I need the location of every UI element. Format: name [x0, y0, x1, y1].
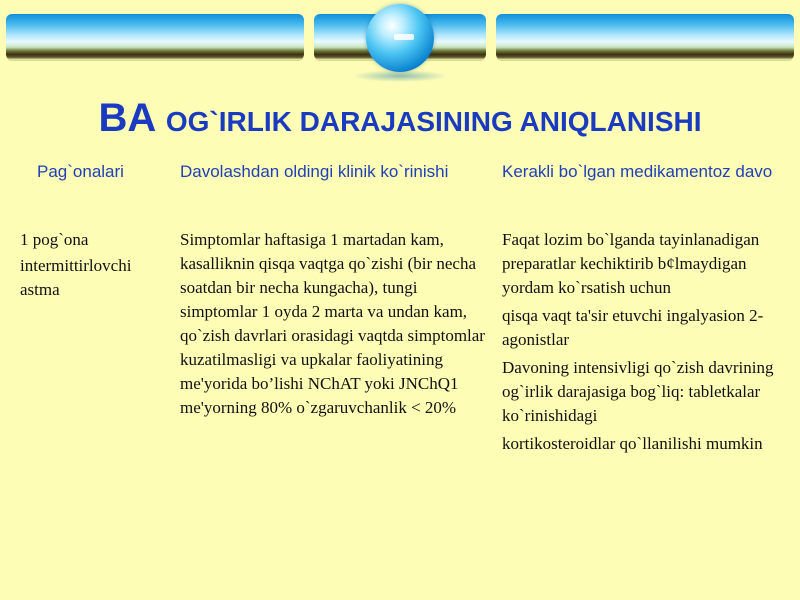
treatment-paragraph: qisqa vaqt ta'sir etuvchi ingalyasion 2-agonistlar — [502, 306, 764, 349]
treatment-paragraph: Davoning intensivligi qo`zish davrining og`irlik darajasiga bog`liq: tabletkalar ko`rinishidagi — [502, 358, 774, 425]
header-stage — [37, 160, 187, 184]
title-prefix: BA — [98, 96, 166, 140]
clinical-text: Simptomlar haftasiga 1 martadan kam, kasalliknin qisqa vaqtga qo`zishi (bir necha soatdan bir necha kungacha), tungi simptomlar 1 oyda 2 marta va undan kam, qo`zish davrlari orasidagi vaqtda simptomlar kuzatilmasligi va upkalar faoliyatining me'yorida bo’lishi NChAT yoki JNChQ1 me'yorning 80% o`zgaruvchanlik < 20% — [180, 230, 485, 417]
treatment-paragraph: Faqat lozim bo`lganda tayinlanadigan preparatlar kechiktirib b¢lmaydigan yordam ko`rsatish uchun — [502, 230, 760, 297]
header-treatment — [502, 160, 792, 184]
header-clinical-label: Davolashdan oldingi klinik ko`rinishi — [180, 162, 449, 181]
header-banner-left — [6, 14, 304, 60]
header-clinical — [180, 160, 490, 184]
globe-icon — [366, 4, 434, 72]
header-stage-label: Pag`onalari — [37, 162, 124, 181]
cell-stage — [20, 228, 170, 304]
treatment-paragraph: kortikosteroidlar qo`llanilishi mumkin — [502, 434, 763, 453]
header-treatment-label: Kerakli bo`lgan medikamentoz davo — [502, 162, 773, 181]
header-banner-right — [496, 14, 794, 60]
cell-treatment — [502, 228, 792, 460]
slide-title — [0, 96, 800, 141]
title-main: OG`IRLIK DARAJASINING ANIQLANISHI — [165, 106, 702, 137]
stage-type: intermittirlovchi astma — [20, 256, 132, 299]
cell-clinical — [180, 228, 490, 420]
stage-name: 1 pog`ona — [20, 230, 89, 249]
